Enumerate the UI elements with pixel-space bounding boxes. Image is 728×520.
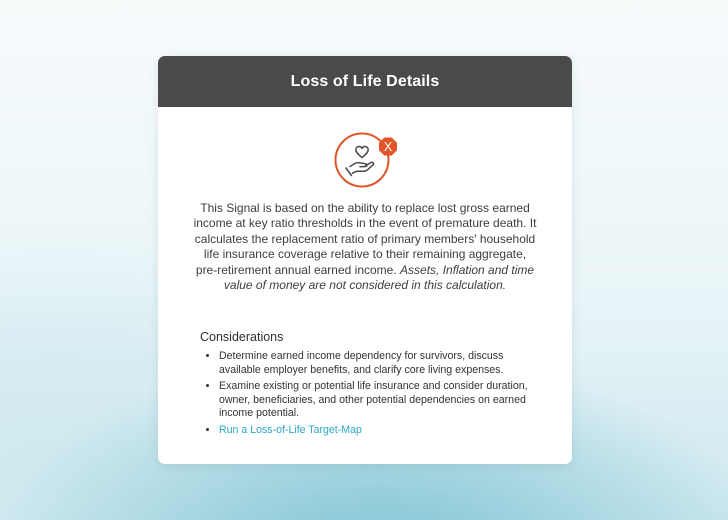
modal-header	[158, 56, 572, 107]
signal-icon-group	[334, 132, 406, 188]
modal-title: Loss of Life Details	[290, 72, 440, 90]
considerations-heading: Considerations	[200, 330, 284, 344]
list-item-link	[219, 424, 540, 438]
badge-label: X	[383, 140, 393, 154]
target-map-link[interactable]: Run a Loss-of-Life Target-Map	[219, 423, 362, 436]
heart-in-hand-icon	[334, 132, 406, 188]
description-text: This Signal is based on the ability to replace lost gross earned income at key ratio thresholds in the event of premature death. It calculates the replacement ratio of primary members' household life insurance coverage relative to their remaining aggregate, pre-retirement annual earned income.	[193, 201, 537, 277]
signal-description	[192, 201, 538, 293]
considerations-list	[200, 350, 540, 441]
loss-of-life-modal	[158, 56, 572, 464]
list-item: • Examine existing or potential life insurance and consider duration, owner, beneficiaries, and other potential dependencies on earned income potential.	[219, 380, 540, 421]
list-item: • Determine earned income dependency for survivors, discuss available employer benefits, and clarify core living expenses.	[219, 350, 540, 377]
description-note: Assets, Inflation and time value of money are not considered in this calculation.	[223, 262, 535, 293]
